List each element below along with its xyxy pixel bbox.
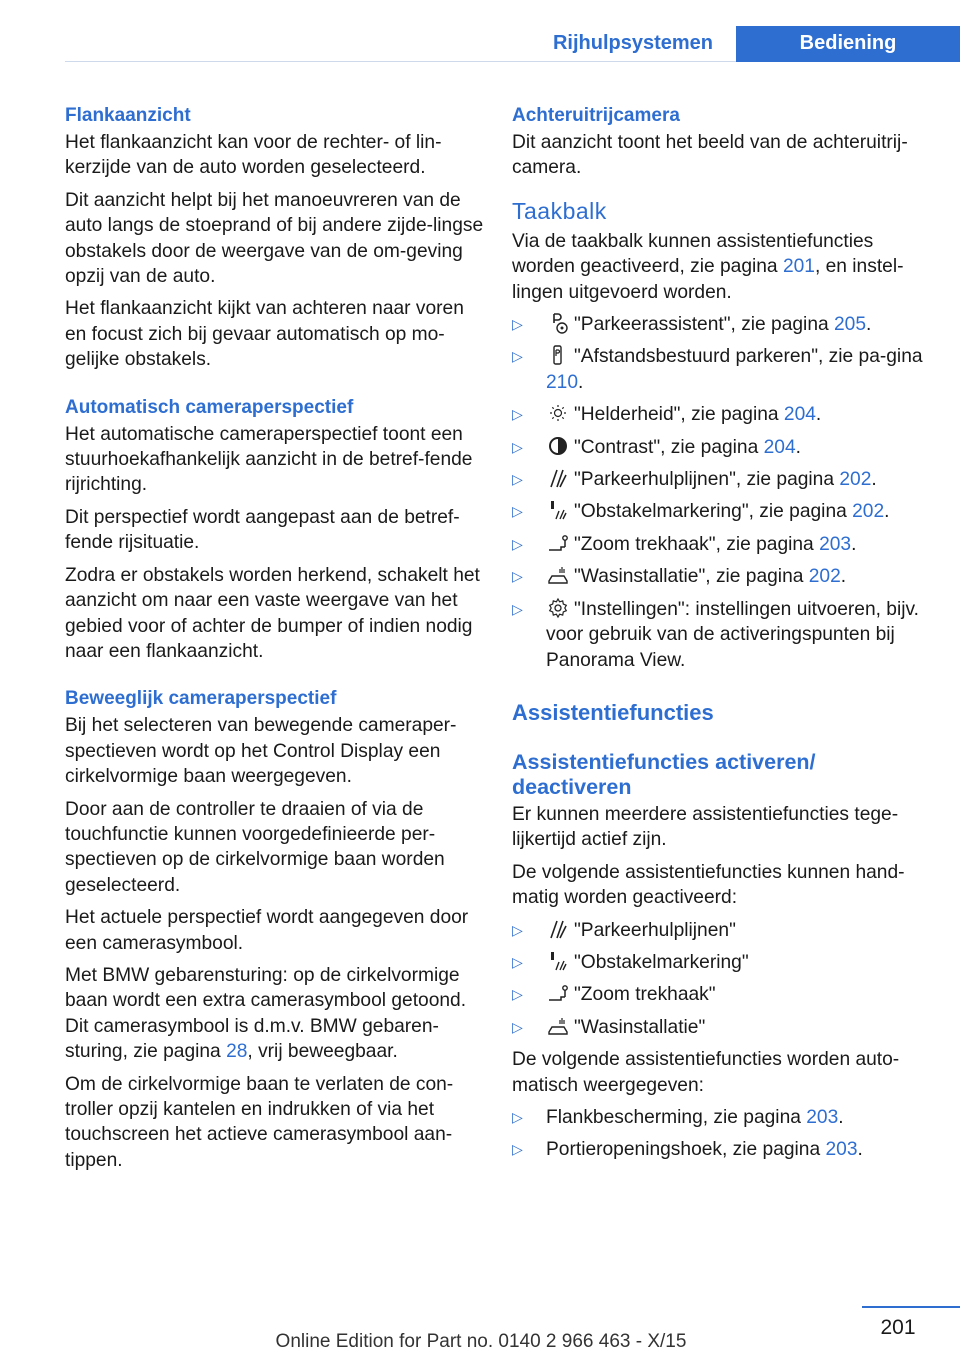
list-item-text: "Contrast", zie pagina	[574, 436, 764, 458]
list-item-text: "Afstandsbestuurd parkeren", zie pa-gina	[574, 346, 923, 368]
parking-lines-icon	[546, 918, 570, 940]
page-link[interactable]: 203	[819, 533, 852, 555]
page-link[interactable]: 203	[825, 1139, 858, 1161]
obstacle-marking-icon	[546, 950, 570, 972]
parking-assistant-icon	[546, 312, 570, 334]
list-item-text: "Wasinstallatie", zie pagina	[574, 566, 809, 588]
page-link[interactable]: 202	[852, 501, 885, 523]
paragraph: De volgende assistentiefuncties worden auto-matisch weergegeven:	[512, 1049, 900, 1096]
list-item-end: .	[871, 469, 877, 491]
heading-assistentiefuncties-activeren: Assistentiefuncties activeren/ deactiveren	[512, 749, 816, 799]
tow-hitch-zoom-icon	[546, 982, 570, 1004]
paragraph: Het automatische cameraperspectief toont een stuurhoekafhankelijk aanzicht in de betref-fende rijrichting.	[65, 423, 473, 496]
bullet-triangle-icon: ▷	[512, 1018, 523, 1035]
paragraph: Er kunnen meerdere assistentiefuncties tege-lijkertijd actief zijn.	[512, 803, 899, 851]
brightness-icon	[546, 402, 570, 424]
paragraph: Dit aanzicht helpt bij het manoeuvreren van de auto langs de stoeprand of bij andere zijde-lingse obstakels door de weergave van de om-geving opzij van de auto.	[65, 189, 484, 288]
page-link[interactable]: 204	[763, 436, 796, 458]
list-item-end: .	[795, 436, 801, 458]
page-link[interactable]: 204	[783, 404, 816, 426]
paragraph: Via de taakbalk kunnen assistentiefuncties worden geactiveerd, zie pagina 201, en instel-lingen uitgevoerd worden.	[512, 230, 904, 303]
list-item-text: Flankbescherming, zie pagina	[546, 1106, 807, 1128]
paragraph: Met BMW gebarensturing: op de cirkelvormige baan wordt een extra camerasymbool getoond. Dit camerasymbool is d.m.v. BMW gebaren-sturing, zie pagina 28, vrij beweegbaar.	[65, 964, 467, 1063]
parking-lines-icon	[546, 467, 570, 489]
list-item	[512, 950, 932, 975]
paragraph: Zodra er obstakels worden herkend, schakelt het aanzicht om naar een vaste weergave van het gebied voor of achter de bumper of indien nodig naar een flankaanzicht.	[65, 564, 480, 662]
paragraph: Het flankaanzicht kijkt van achteren naar voren en focust zich bij gevaar automatisch op mo-gelijke obstakels.	[65, 298, 464, 371]
list-item	[512, 499, 932, 524]
list-item	[512, 918, 932, 943]
list-item-end: .	[857, 1139, 863, 1161]
bullet-triangle-icon: ▷	[512, 953, 523, 970]
bullet-triangle-icon: ▷	[512, 348, 523, 365]
list-item-end: .	[884, 501, 890, 523]
right-column	[512, 104, 932, 1170]
heading-flankaanzicht: Flankaanzicht	[65, 105, 191, 126]
bullet-triangle-icon: ▷	[512, 438, 523, 455]
paragraph: De volgende assistentiefuncties kunnen hand-matig worden geactiveerd:	[512, 861, 905, 909]
list-item-text: "Wasinstallatie"	[574, 1016, 706, 1038]
header-section-title: Rijhulpsystemen	[552, 32, 714, 54]
list-item	[512, 1105, 932, 1130]
page-link[interactable]: 210	[546, 371, 579, 393]
bullet-triangle-icon: ▷	[512, 1141, 523, 1158]
bullet-triangle-icon: ▷	[512, 535, 523, 552]
paragraph: Door aan de controller te draaien of via de touchfunctie kunnen voorgedefinieerde per-spectieven op de cirkelvormige baan worden geselecteerd.	[65, 798, 445, 896]
list-item-end: .	[866, 314, 872, 336]
bullet-triangle-icon: ▷	[512, 568, 523, 585]
bullet-triangle-icon: ▷	[512, 921, 523, 938]
list-item	[512, 435, 932, 460]
page-link[interactable]: 201	[782, 256, 815, 278]
list-item-text: "Parkeerhulplijnen", zie pagina	[574, 469, 840, 491]
list-item	[512, 982, 932, 1007]
heading-achteruitrijcamera: Achteruitrijcamera	[512, 105, 680, 126]
list-item	[512, 597, 932, 673]
page-link[interactable]: 202	[839, 469, 872, 491]
paragraph: Bij het selecteren van bewegende cameraper-spectieven wordt op het Control Display een cirkelvormige baan weergegeven.	[65, 715, 457, 788]
list-item-text: Portieropeningshoek, zie pagina	[546, 1139, 826, 1161]
list-item	[512, 1137, 932, 1162]
automatic-function-list	[512, 1105, 932, 1163]
list-item-text: "Instellingen": instellingen uitvoeren, bijv. voor gebruik van de activeringspunten bij Panorama View.	[546, 598, 919, 671]
list-item-end: .	[578, 371, 584, 393]
list-item	[512, 344, 932, 395]
list-item	[512, 402, 932, 427]
paragraph: Het flankaanzicht kan voor de rechter- of lin-kerzijde van de auto worden geselecteerd.	[65, 132, 442, 179]
paragraph: Dit perspectief wordt aangepast aan de betref-fende rijsituatie.	[65, 506, 460, 554]
page-link[interactable]: 28	[226, 1041, 248, 1063]
heading-taakbalk: Taakbalk	[512, 197, 607, 224]
footer-rule	[862, 1306, 960, 1308]
bullet-triangle-icon: ▷	[512, 471, 523, 488]
list-item	[512, 467, 932, 492]
list-item-text: "Parkeerhulplijnen"	[574, 919, 736, 941]
list-item-text: "Zoom trekhaak", zie pagina	[574, 533, 820, 555]
remote-parking-icon	[546, 344, 570, 366]
page-link[interactable]: 205	[834, 314, 867, 336]
list-item	[512, 532, 932, 557]
bullet-triangle-icon: ▷	[512, 600, 523, 617]
list-item-text: "Obstakelmarkering"	[574, 951, 749, 973]
settings-gear-icon	[546, 597, 570, 619]
left-column	[65, 104, 485, 1180]
list-item	[512, 564, 932, 589]
list-item-text: "Obstakelmarkering", zie pagina	[574, 501, 853, 523]
list-item-text: "Parkeerassistent", zie pagina	[574, 314, 834, 336]
paragraph: Om de cirkelvormige baan te verlaten de con-troller opzij kantelen en indrukken of via het touchscreen het actieve camerasymbool aan-tippen.	[65, 1073, 454, 1171]
car-wash-icon	[546, 564, 570, 586]
obstacle-marking-icon	[546, 499, 570, 521]
heading-beweeglijk-cameraperspectief: Beweeglijk cameraperspectief	[65, 688, 337, 710]
list-item	[512, 1015, 932, 1040]
taskbar-function-list	[512, 312, 932, 673]
bullet-triangle-icon: ▷	[512, 1108, 523, 1125]
list-item-end: .	[851, 533, 857, 555]
heading-assistentiefuncties: Assistentiefuncties	[512, 699, 714, 725]
page-link[interactable]: 203	[806, 1106, 839, 1128]
list-item-end: .	[838, 1106, 844, 1128]
list-item-text: "Helderheid", zie pagina	[574, 404, 784, 426]
heading-automatisch-cameraperspectief: Automatisch cameraperspectief	[65, 396, 354, 418]
bullet-triangle-icon: ▷	[512, 316, 523, 333]
list-item-end: .	[840, 566, 847, 588]
bullet-triangle-icon: ▷	[512, 986, 523, 1003]
page-number: 201	[880, 1316, 916, 1339]
page-link[interactable]: 202	[808, 566, 841, 588]
car-wash-icon	[546, 1015, 570, 1037]
paragraph: Dit aanzicht toont het beeld van de achteruitrij-camera.	[512, 132, 908, 179]
edition-note: Online Edition for Part no. 0140 2 966 463 - X/15	[275, 1331, 687, 1352]
header-rule	[65, 61, 736, 62]
paragraph: Het actuele perspectief wordt aangegeven door een camerasymbool.	[65, 907, 469, 954]
list-item-text: "Zoom trekhaak"	[574, 984, 716, 1006]
list-item	[512, 312, 932, 337]
bullet-triangle-icon: ▷	[512, 406, 523, 423]
tow-hitch-zoom-icon	[546, 532, 570, 554]
list-item-end: .	[815, 404, 822, 426]
bullet-triangle-icon: ▷	[512, 503, 523, 520]
manual-function-list	[512, 918, 932, 1041]
header-chapter-tab: Bediening	[736, 26, 960, 62]
contrast-icon	[546, 435, 570, 457]
